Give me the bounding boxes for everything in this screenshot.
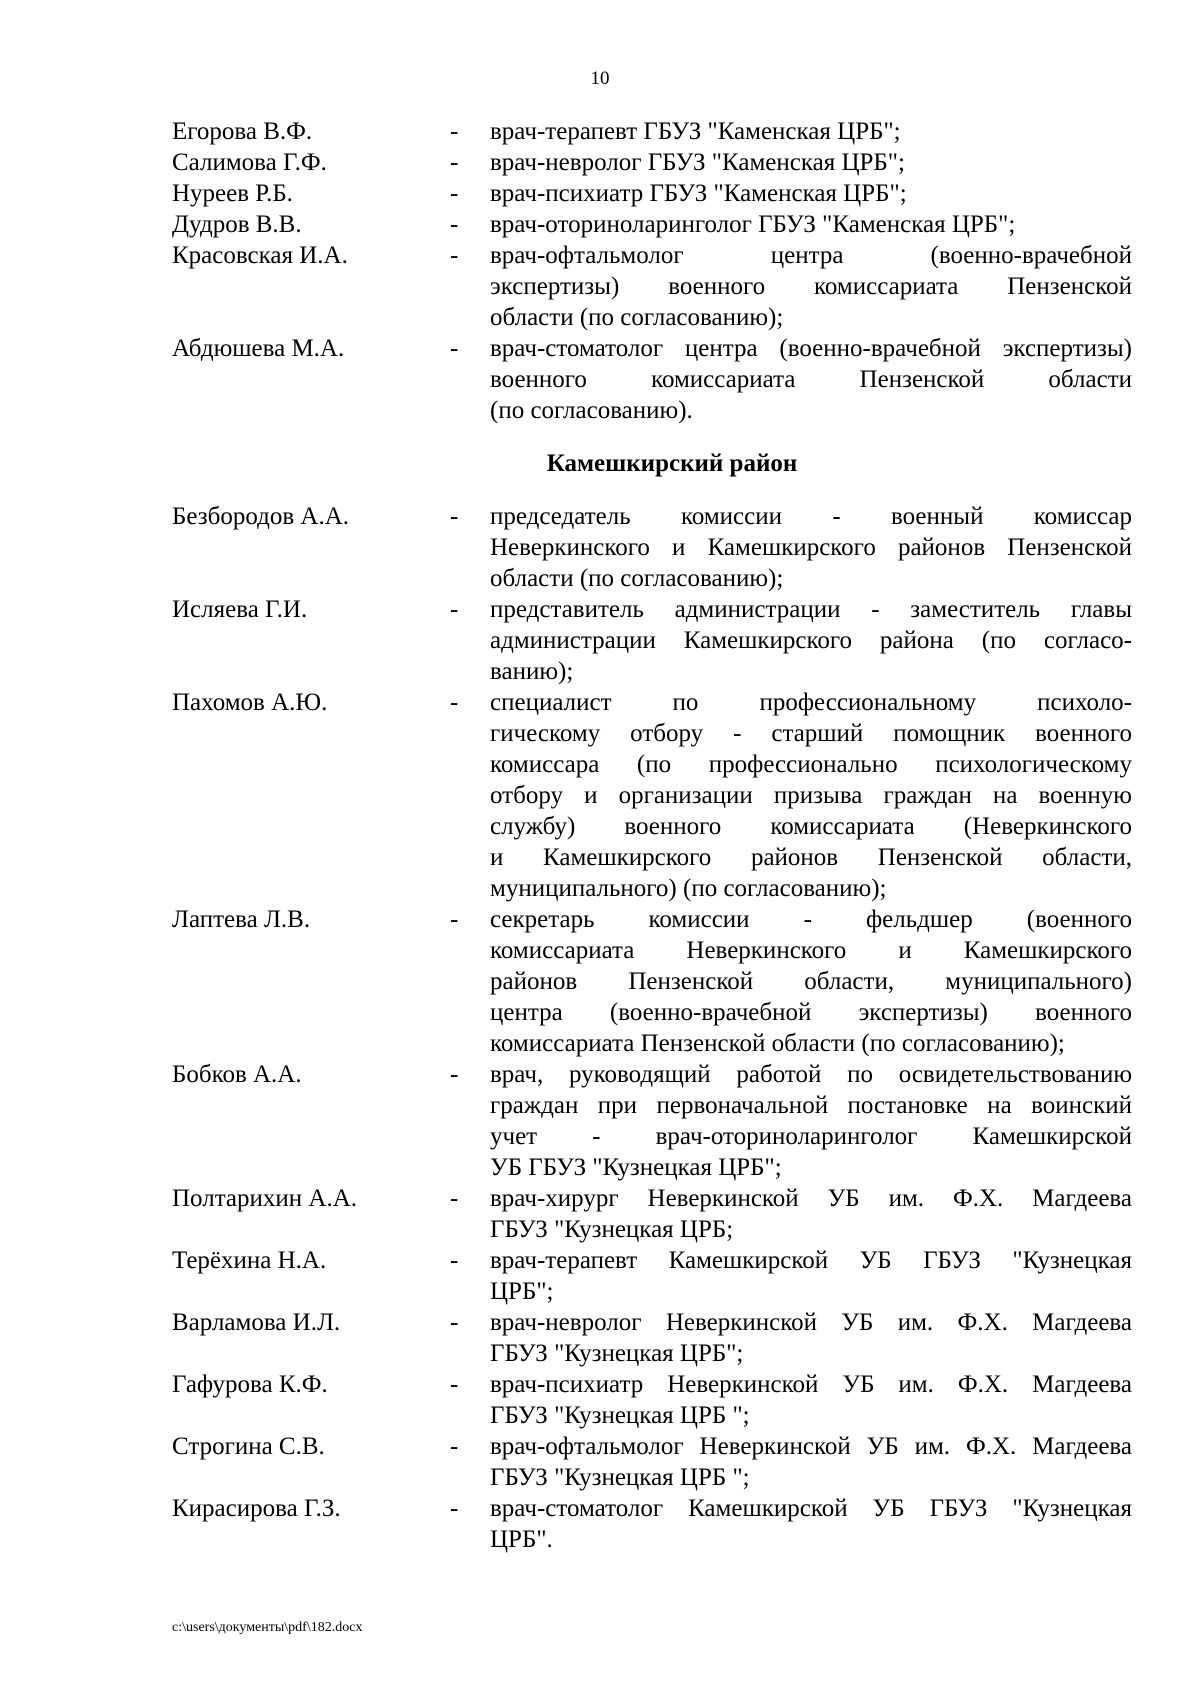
member-row xyxy=(172,594,1132,687)
role-line: администрации Камешкирского района (по согласо- xyxy=(490,627,1132,654)
role-line: врач-психиатр ГБУЗ "Каменская ЦРБ"; xyxy=(490,180,907,207)
member-row xyxy=(172,147,1132,178)
separator-dash: - xyxy=(450,335,459,362)
role-line: военного комиссариата Пензенской области xyxy=(490,366,1132,393)
member-row xyxy=(172,1369,1132,1431)
role-line: врач-оториноларинголог ГБУЗ "Каменская ЦРБ"; xyxy=(490,211,1016,238)
member-role xyxy=(490,687,1132,904)
role-line: секретарь комиссии - фельдшер (военного xyxy=(490,906,1132,933)
role-line: комиссара (по профессионально психологическому xyxy=(490,751,1132,778)
member-role xyxy=(490,1245,1132,1307)
member-role xyxy=(490,501,1132,594)
role-line: муниципального) (по согласованию); xyxy=(490,875,887,902)
role-line: ГБУЗ "Кузнецкая ЦРБ"; xyxy=(490,1340,744,1367)
member-row xyxy=(172,1307,1132,1369)
role-line: ванию); xyxy=(490,658,574,685)
member-role xyxy=(490,209,1132,240)
member-row xyxy=(172,1183,1132,1245)
member-name: Дудров В.В. xyxy=(172,211,302,238)
member-name: Гафурова К.Ф. xyxy=(172,1371,328,1398)
separator-dash: - xyxy=(450,1495,459,1522)
member-role xyxy=(490,116,1132,147)
separator-dash: - xyxy=(450,1433,459,1460)
role-line: врач, руководящий работой по освидетельствованию xyxy=(490,1061,1132,1088)
member-role xyxy=(490,178,1132,209)
file-path-footer: c:\users\документы\pdf\182.docx xyxy=(172,1620,363,1635)
member-name: Строгина С.В. xyxy=(172,1433,325,1460)
separator-dash: - xyxy=(450,1309,459,1336)
member-row xyxy=(172,1245,1132,1307)
role-line: комиссариата Неверкинского и Камешкирского xyxy=(490,937,1132,964)
role-line: врач-стоматолог центра (военно-врачебной экспертизы) xyxy=(490,335,1132,362)
member-name: Абдюшева М.А. xyxy=(172,335,345,362)
member-role xyxy=(490,1183,1132,1245)
member-row xyxy=(172,178,1132,209)
member-row xyxy=(172,1059,1132,1183)
role-line: врач-терапевт Камешкирской УБ ГБУЗ "Кузнецкая xyxy=(490,1247,1132,1274)
role-line: граждан при первоначальной постановке на воинский xyxy=(490,1092,1132,1119)
role-line: ГБУЗ "Кузнецкая ЦРБ "; xyxy=(490,1464,750,1491)
member-name: Кирасирова Г.З. xyxy=(172,1495,341,1522)
member-row xyxy=(172,240,1132,333)
role-line: ГБУЗ "Кузнецкая ЦРБ; xyxy=(490,1216,734,1243)
role-line: районов Пензенской области, муниципального) xyxy=(490,968,1132,995)
role-line: отбору и организации призыва граждан на военную xyxy=(490,782,1132,809)
member-role xyxy=(490,1307,1132,1369)
member-row xyxy=(172,501,1132,594)
role-line: области (по согласованию); xyxy=(490,304,784,331)
member-row xyxy=(172,116,1132,147)
role-line: УБ ГБУЗ "Кузнецкая ЦРБ"; xyxy=(490,1154,782,1181)
member-row xyxy=(172,1493,1132,1555)
separator-dash: - xyxy=(450,1371,459,1398)
member-role xyxy=(490,1493,1132,1555)
member-row xyxy=(172,1431,1132,1493)
member-role xyxy=(490,147,1132,178)
member-list-section xyxy=(172,501,1132,1555)
role-line: экспертизы) военного комиссариата Пензенской xyxy=(490,273,1132,300)
member-name: Лаптева Л.В. xyxy=(172,906,311,933)
separator-dash: - xyxy=(450,118,459,145)
role-line: гическому отбору - старший помощник военного xyxy=(490,720,1132,747)
role-line: учет - врач-оториноларинголог Камешкирской xyxy=(490,1123,1132,1150)
role-line: специалист по профессиональному психоло- xyxy=(490,689,1132,716)
member-name: Егорова В.Ф. xyxy=(172,118,313,145)
member-row xyxy=(172,333,1132,426)
section-title: Камешкирский район xyxy=(546,450,798,477)
role-line: врач-терапевт ГБУЗ "Каменская ЦРБ"; xyxy=(490,118,901,145)
role-line: ГБУЗ "Кузнецкая ЦРБ "; xyxy=(490,1402,750,1429)
member-row xyxy=(172,687,1132,904)
separator-dash: - xyxy=(450,689,459,716)
member-role xyxy=(490,904,1132,1059)
role-line: врач-офтальмолог центра (военно-врачебной xyxy=(490,242,1132,269)
page-number: 10 xyxy=(590,68,610,89)
member-row xyxy=(172,209,1132,240)
member-role xyxy=(490,1369,1132,1431)
member-name: Салимова Г.Ф. xyxy=(172,149,327,176)
separator-dash: - xyxy=(450,1185,459,1212)
role-line: центра (военно-врачебной экспертизы) военного xyxy=(490,999,1132,1026)
separator-dash: - xyxy=(450,503,459,530)
member-name: Полтарихин А.А. xyxy=(172,1185,358,1212)
member-name: Пахомов А.Ю. xyxy=(172,689,328,716)
member-role xyxy=(490,240,1132,333)
role-line: председатель комиссии - военный комиссар xyxy=(490,503,1132,530)
member-name: Безбородов А.А. xyxy=(172,503,350,530)
separator-dash: - xyxy=(450,149,459,176)
member-name: Варламова И.Л. xyxy=(172,1309,341,1336)
role-line: врач-офтальмолог Неверкинской УБ им. Ф.Х. Магдеева xyxy=(490,1433,1132,1460)
role-line: области (по согласованию); xyxy=(490,565,784,592)
role-line: врач-хирург Неверкинской УБ им. Ф.Х. Магдеева xyxy=(490,1185,1132,1212)
role-line: и Камешкирского районов Пензенской области, xyxy=(490,844,1132,871)
member-name: Бобков А.А. xyxy=(172,1061,302,1088)
separator-dash: - xyxy=(450,1061,459,1088)
member-row xyxy=(172,904,1132,1059)
member-name: Нуреев Р.Б. xyxy=(172,180,293,207)
member-role xyxy=(490,594,1132,687)
member-role xyxy=(490,333,1132,426)
separator-dash: - xyxy=(450,180,459,207)
member-name: Красовская И.А. xyxy=(172,242,348,269)
separator-dash: - xyxy=(450,1247,459,1274)
role-line: (по согласованию). xyxy=(490,397,693,424)
role-line: Неверкинского и Камешкирского районов Пензенской xyxy=(490,534,1132,561)
role-line: врач-невролог ГБУЗ "Каменская ЦРБ"; xyxy=(490,149,905,176)
role-line: врач-психиатр Неверкинской УБ им. Ф.Х. Магдеева xyxy=(490,1371,1132,1398)
separator-dash: - xyxy=(450,906,459,933)
role-line: ЦРБ"; xyxy=(490,1278,554,1305)
member-role xyxy=(490,1059,1132,1183)
member-list-top xyxy=(172,116,1132,426)
role-line: представитель администрации - заместитель главы xyxy=(490,596,1132,623)
role-line: врач-стоматолог Камешкирской УБ ГБУЗ "Кузнецкая xyxy=(490,1495,1132,1522)
role-line: ЦРБ". xyxy=(490,1526,553,1553)
role-line: службу) военного комиссариата (Неверкинского xyxy=(490,813,1132,840)
member-name: Исляева Г.И. xyxy=(172,596,308,623)
member-name: Терёхина Н.А. xyxy=(172,1247,327,1274)
separator-dash: - xyxy=(450,242,459,269)
separator-dash: - xyxy=(450,211,459,238)
member-role xyxy=(490,1431,1132,1493)
role-line: врач-невролог Неверкинской УБ им. Ф.Х. Магдеева xyxy=(490,1309,1132,1336)
separator-dash: - xyxy=(450,596,459,623)
role-line: комиссариата Пензенской области (по согласованию); xyxy=(490,1030,1065,1057)
document-body xyxy=(172,116,1132,1555)
